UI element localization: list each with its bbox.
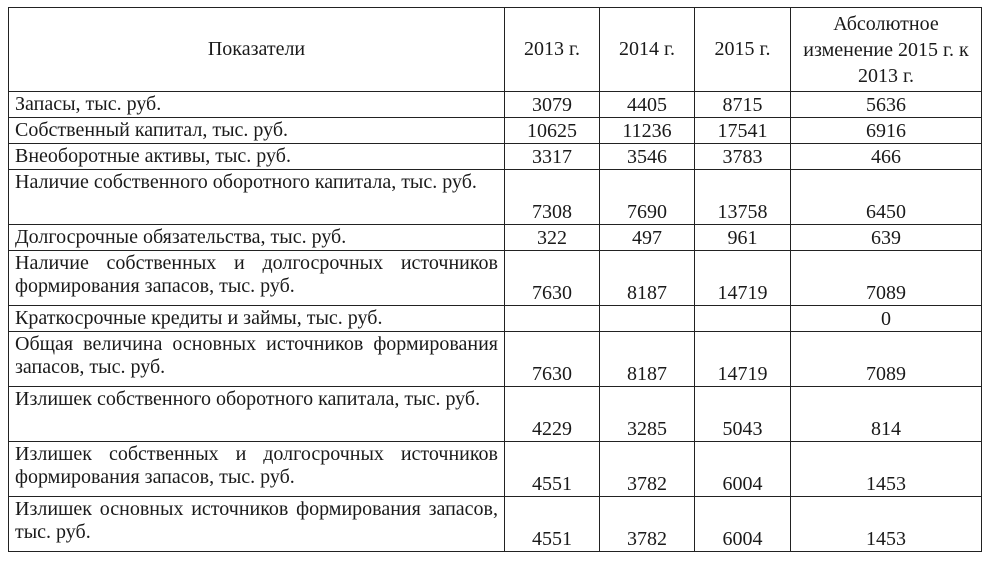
table-row (9, 497, 982, 552)
row-label: Излишек собственных и долгосрочных источников формирования запасов, тыс. руб. (9, 442, 505, 497)
header-2015: 2015 г. (695, 8, 791, 92)
row-label: Долгосрочные обязательства, тыс. руб. (9, 225, 505, 251)
cell-2015: 961 (695, 225, 791, 251)
cell-2015 (695, 306, 791, 332)
cell-change: 1453 (791, 442, 982, 497)
table-row (9, 306, 982, 332)
cell-change: 7089 (791, 251, 982, 306)
cell-2013: 7308 (505, 170, 600, 225)
table-row (9, 118, 982, 144)
cell-2015: 6004 (695, 497, 791, 552)
cell-change: 0 (791, 306, 982, 332)
cell-change: 5636 (791, 92, 982, 118)
cell-2014: 497 (600, 225, 695, 251)
cell-2015: 6004 (695, 442, 791, 497)
cell-2015: 17541 (695, 118, 791, 144)
table-row (9, 144, 982, 170)
header-row (9, 8, 982, 92)
table-row (9, 332, 982, 387)
cell-change: 6916 (791, 118, 982, 144)
cell-change: 1453 (791, 497, 982, 552)
row-label: Общая величина основных источников формирования запасов, тыс. руб. (9, 332, 505, 387)
cell-2014 (600, 306, 695, 332)
header-2014: 2014 г. (600, 8, 695, 92)
cell-2013: 7630 (505, 251, 600, 306)
cell-2014: 4405 (600, 92, 695, 118)
cell-2014: 3782 (600, 442, 695, 497)
cell-2013: 7630 (505, 332, 600, 387)
cell-2014: 3285 (600, 387, 695, 442)
cell-2015: 3783 (695, 144, 791, 170)
cell-change: 6450 (791, 170, 982, 225)
cell-2013 (505, 306, 600, 332)
row-label: Запасы, тыс. руб. (9, 92, 505, 118)
cell-change: 7089 (791, 332, 982, 387)
cell-2013: 322 (505, 225, 600, 251)
cell-change: 639 (791, 225, 982, 251)
cell-2013: 3317 (505, 144, 600, 170)
cell-2013: 3079 (505, 92, 600, 118)
cell-2015: 14719 (695, 332, 791, 387)
row-label: Собственный капитал, тыс. руб. (9, 118, 505, 144)
row-label: Внеоборотные активы, тыс. руб. (9, 144, 505, 170)
table-row (9, 387, 982, 442)
cell-2015: 5043 (695, 387, 791, 442)
cell-2014: 7690 (600, 170, 695, 225)
row-label: Излишек собственного оборотного капитала, тыс. руб. (9, 387, 505, 442)
cell-2014: 3546 (600, 144, 695, 170)
cell-2014: 8187 (600, 251, 695, 306)
cell-change: 814 (791, 387, 982, 442)
cell-2013: 4551 (505, 497, 600, 552)
cell-2015: 8715 (695, 92, 791, 118)
cell-2014: 3782 (600, 497, 695, 552)
row-label: Излишек основных источников формирования запасов, тыс. руб. (9, 497, 505, 552)
table-row (9, 92, 982, 118)
row-label: Краткосрочные кредиты и займы, тыс. руб. (9, 306, 505, 332)
table-row (9, 225, 982, 251)
header-absolute-change: Абсолютное изменение 2015 г. к 2013 г. (791, 8, 982, 92)
cell-2015: 14719 (695, 251, 791, 306)
table-row (9, 170, 982, 225)
cell-2015: 13758 (695, 170, 791, 225)
header-2013: 2013 г. (505, 8, 600, 92)
cell-2013: 10625 (505, 118, 600, 144)
row-label: Наличие собственного оборотного капитала, тыс. руб. (9, 170, 505, 225)
cell-2014: 8187 (600, 332, 695, 387)
table-row (9, 251, 982, 306)
row-label: Наличие собственных и долгосрочных источников формирования запасов, тыс. руб. (9, 251, 505, 306)
indicators-table (8, 7, 982, 552)
table-row (9, 442, 982, 497)
cell-2014: 11236 (600, 118, 695, 144)
cell-change: 466 (791, 144, 982, 170)
cell-2013: 4551 (505, 442, 600, 497)
header-indicators: Показатели (9, 8, 505, 92)
cell-2013: 4229 (505, 387, 600, 442)
indicators-table-wrapper (8, 7, 982, 552)
